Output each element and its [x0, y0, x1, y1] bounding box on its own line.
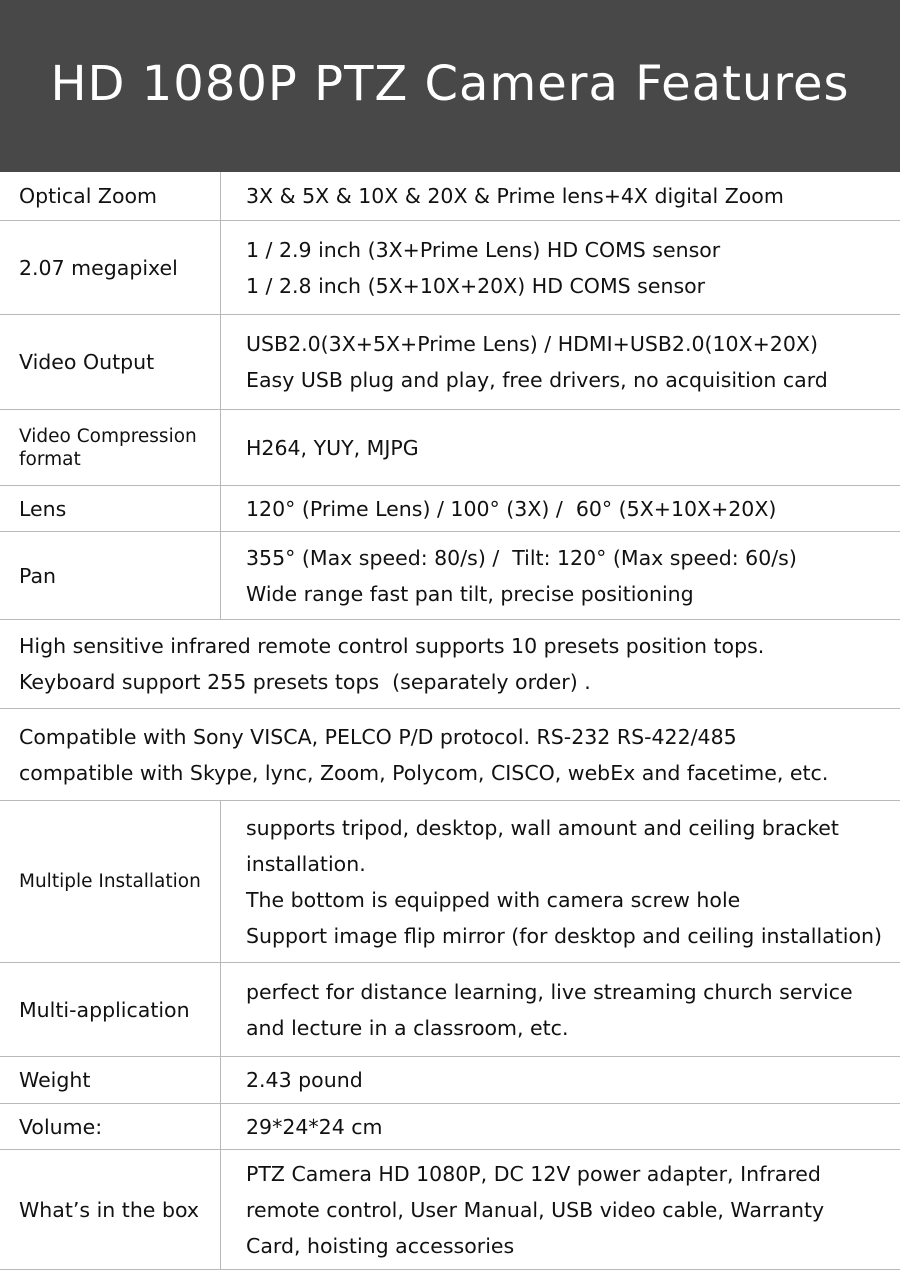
spec-fullwidth-text [0, 620, 900, 708]
spec-value-line: PTZ Camera HD 1080P, DC 12V power adapter, Infrared [246, 1161, 821, 1186]
spec-value-line: compatible with Skype, lync, Zoom, Polycom, CISCO, webEx and facetime, etc. [19, 760, 829, 785]
spec-label: Weight [0, 1057, 221, 1103]
spec-value [221, 410, 900, 485]
spec-value-line: 1 / 2.9 inch (3X+Prime Lens) HD COMS sensor [246, 237, 721, 262]
spec-row-pan [0, 532, 900, 620]
spec-label: Video Compression format [0, 410, 221, 485]
spec-row-optical-zoom [0, 172, 900, 221]
spec-value-line: 1 / 2.8 inch (5X+10X+20X) HD COMS sensor [246, 273, 706, 298]
spec-value-line: Compatible with Sony VISCA, PELCO P/D protocol. RS-232 RS-422/485 [19, 724, 737, 749]
spec-value-line: High sensitive infrared remote control supports 10 presets position tops. [19, 634, 765, 658]
spec-value [221, 1104, 900, 1149]
spec-row-infrared [0, 620, 900, 709]
spec-value-line: supports tripod, desktop, wall amount and ceiling bracket [246, 815, 839, 840]
spec-row-weight [0, 1057, 900, 1104]
spec-value-line: USB2.0(3X+5X+Prime Lens) / HDMI+USB2.0(10X+20X) [246, 332, 818, 356]
spec-value-line: 3X & 5X & 10X & 20X & Prime lens+4X digital Zoom [246, 184, 784, 208]
spec-value-line: Wide range fast pan tilt, precise positioning [246, 581, 694, 606]
spec-table [0, 172, 900, 1270]
spec-label: 2.07 megapixel [0, 221, 221, 314]
spec-label: Multiple Installation [0, 801, 221, 962]
spec-value [221, 315, 900, 409]
spec-label: Video Output [0, 315, 221, 409]
spec-row-box [0, 1150, 900, 1270]
spec-value-line: 355° (Max speed: 80/s) / Tilt: 120° (Max speed: 60/s) [246, 545, 797, 570]
spec-label: Multi-application [0, 963, 221, 1056]
spec-value-line: Support image flip mirror (for desktop and ceiling installation) [246, 923, 883, 948]
spec-label: Optical Zoom [0, 172, 221, 220]
spec-value [221, 963, 900, 1056]
spec-value [221, 801, 900, 962]
spec-label: Volume: [0, 1104, 221, 1149]
spec-row-video-output [0, 315, 900, 410]
spec-value [221, 172, 900, 220]
spec-row-application [0, 963, 900, 1057]
spec-label: What’s in the box [0, 1150, 221, 1269]
spec-value [221, 486, 900, 531]
spec-value [221, 1150, 900, 1269]
spec-value-line: and lecture in a classroom, etc. [246, 1015, 569, 1040]
page-header [0, 0, 900, 172]
spec-value-line: Card, hoisting accessories [246, 1233, 515, 1258]
spec-value [221, 1057, 900, 1103]
spec-row-compatibility [0, 709, 900, 801]
spec-label: Lens [0, 486, 221, 531]
spec-row-volume [0, 1104, 900, 1150]
spec-row-megapixel [0, 221, 900, 315]
spec-value-line: 29*24*24 cm [246, 1114, 383, 1139]
spec-value-line: The bottom is equipped with camera screw hole [246, 887, 741, 912]
spec-row-lens [0, 486, 900, 532]
spec-value-line: installation. [246, 851, 366, 876]
spec-fullwidth-text [0, 709, 900, 800]
spec-value-line: Keyboard support 255 presets tops (separately order) . [19, 670, 591, 694]
spec-value-line: 120° (Prime Lens) / 100° (3X) / 60° (5X+10X+20X) [246, 496, 777, 521]
spec-row-video-compression [0, 410, 900, 486]
spec-row-installation [0, 801, 900, 963]
spec-value [221, 532, 900, 619]
spec-value [221, 221, 900, 314]
spec-label: Pan [0, 532, 221, 619]
spec-value-line: remote control, User Manual, USB video cable, Warranty [246, 1197, 825, 1222]
page-title: HD 1080P PTZ Camera Features [50, 56, 850, 112]
spec-value-line: Easy USB plug and play, free drivers, no acquisition card [246, 368, 828, 392]
spec-value-line: H264, YUY, MJPG [246, 435, 419, 460]
spec-value-line: 2.43 pound [246, 1068, 363, 1092]
spec-value-line: perfect for distance learning, live streaming church service [246, 979, 853, 1004]
